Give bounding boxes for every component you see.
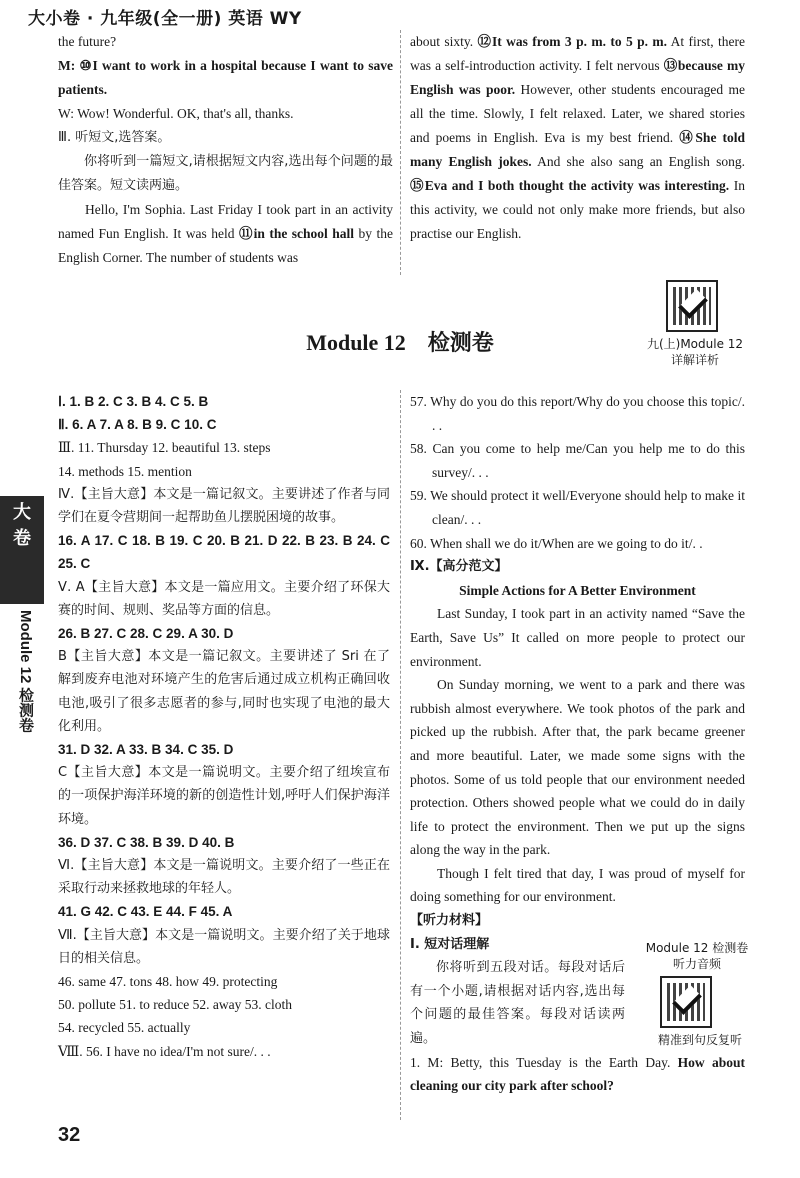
essay-paragraph: On Sunday morning, we went to a park and there was rubbish almost everywhere. We took photos of the park and picked up the rubbish. After that, the park became greener and more beautiful. Later, we made some signs with the photos. Some of us told people that our environment needed protection. Others showed people what we could do in daily life to protect the environment. Then we put up the signs along the way in the park. (410, 677, 745, 858)
answer-line: 31. D 32. A 33. B 34. C 35. D (58, 742, 234, 758)
dialogue-line: W: Wow! Wonderful. OK, that's all, thanks. (58, 106, 294, 121)
summary-paragraph: B【主旨大意】本文是一篇记叙文。主要讲述了 Sri 在了解到废弃电池对环境产生的危害后通过成立机构正确回收电池,吸引了很多志愿者的参与,同时也实现了电池的最大化利用。 (58, 649, 390, 734)
passage-paragraph: Hello, I'm Sophia. Last Friday I took part in an activity named Fun English. It was held ⑪in the school hall by the English Corner. The number of students was (58, 202, 394, 265)
essay-paragraph: Last Sunday, I took part in an activity named “Save the Earth, Save Us” It called on more people to protect our environment. (410, 606, 745, 669)
essay-title: Simple Actions for A Better Environment (459, 582, 696, 598)
section-heading: Ⅸ.【高分范文】 (410, 559, 508, 575)
section-subheading: Ⅰ. 短对话理解 (410, 936, 490, 952)
answer-line: Ⅲ. 11. Thursday 12. beautiful 13. steps (58, 440, 271, 456)
side-tab: 大 卷 (0, 496, 44, 604)
answer-line: 50. pollute 51. to reduce 52. away 53. cloth (58, 997, 292, 1013)
dialogue-line: M: ⑩I want to work in a hospital because I want to save patients. (58, 58, 393, 97)
answer-line: 54. recycled 55. actually (58, 1020, 191, 1036)
column-divider (400, 30, 401, 275)
answer-line: 46. same 47. tons 48. how 49. protecting (58, 974, 278, 990)
page-number: 32 (58, 1124, 81, 1146)
answer-line: 16. A 17. C 18. B 19. C 20. B 21. D 22. B 23. B 24. C 25. C (58, 533, 390, 572)
page-header: 大小卷 · 九年级(全一册) 英语 WY (28, 9, 302, 29)
summary-paragraph: Ⅳ.【主旨大意】本文是一篇记叙文。主要讲述了作者与同学们在夏令营期间一起帮助鱼儿摆脱困境的故事。 (58, 486, 390, 526)
section-heading: Ⅲ. 听短文,选答案。 (58, 130, 171, 145)
answer-line: 59. We should protect it well/Everyone should help to make it clean/. . . (410, 488, 745, 527)
column-divider (400, 390, 401, 1120)
answer-line: 60. When shall we do it/When are we going to do it/. . (410, 535, 703, 551)
instruction: 你将听到五段对话。每段对话后有一个小题,请根据对话内容,选出每个问题的最佳答案。每段对话读两遍。 (410, 960, 625, 1047)
top-right-column (410, 30, 745, 246)
side-label: Module 12 检测卷 (17, 610, 34, 733)
section-heading: 【听力材料】 (410, 913, 489, 929)
qr-label: 九(上)Module 12 详解详析 (646, 337, 744, 367)
qr-label: 精准到句反复听 (657, 1033, 742, 1047)
answer-line: 57. Why do you do this report/Why do you choose this topic/. . . (410, 394, 745, 433)
answer-line: Ⅷ. 56. I have no idea/I'm not sure/. . . (58, 1043, 271, 1059)
answer-line: Ⅰ. 1. B 2. C 3. B 4. C 5. B (58, 394, 209, 409)
instruction: 你将听到一篇短文,请根据短文内容,选出每个问题的最佳答案。短文读两遍。 (58, 154, 393, 193)
answer-line: 36. D 37. C 38. B 39. D 40. B (58, 834, 235, 850)
passage-paragraph: about sixty. ⑫It was from 3 p. m. to 5 p. m. At first, there was a self-introduction activity. I felt nervous ⑬because my English was poor. However, other students encouraged me all the time. Slowly, I felt relaxed. Later, we shared stories and poems in English. Eva is my best friend. ⑭She told many English jokes. And she also sang an English song. ⑮Eva and I both thought the activity was interesting. In this activity, we could not only make more friends, but also practise our English. (410, 34, 746, 241)
answer-line: Ⅱ. 6. A 7. A 8. B 9. C 10. C (58, 417, 217, 433)
summary-paragraph: C【主旨大意】本文是一篇说明文。主要介绍了纽埃宣布的一项保护海洋环境的新的创造性计划,呼吁人们保护海洋环境。 (58, 765, 390, 827)
answer-line: 14. methods 15. mention (58, 463, 192, 479)
answers-left-column (58, 390, 390, 1063)
qr-label: Module 12 检测卷 听力音频 (645, 941, 749, 971)
answer-line: 58. Can you come to help me/Can you help me to do this survey/. . . (410, 441, 745, 480)
answer-line: 26. B 27. C 28. C 29. A 30. D (58, 626, 234, 642)
top-left-column (58, 30, 393, 270)
qr-code-icon[interactable] (666, 280, 718, 332)
qr-code-icon[interactable] (660, 976, 712, 1028)
text-line: the future? (58, 34, 117, 49)
module-title: Module 12 检测卷 (306, 330, 494, 355)
dialogue-line: 1. M: Betty, this Tuesday is the Earth Day. How about cleaning our city park after school? (410, 1054, 745, 1094)
essay-paragraph: Though I felt tired that day, I was proud of myself for doing something for our environment. (410, 865, 745, 905)
summary-paragraph: Ⅵ.【主旨大意】本文是一篇说明文。主要介绍了一些正在采取行动来拯救地球的年轻人。 (58, 858, 390, 897)
summary-paragraph: Ⅶ.【主旨大意】本文是一篇说明文。主要介绍了关于地球日的相关信息。 (58, 927, 390, 966)
answer-line: 41. G 42. C 43. E 44. F 45. A (58, 904, 233, 920)
summary-paragraph: Ⅴ. A【主旨大意】本文是一篇应用文。主要介绍了环保大赛的时间、规则、奖品等方面的信息。 (58, 579, 390, 618)
